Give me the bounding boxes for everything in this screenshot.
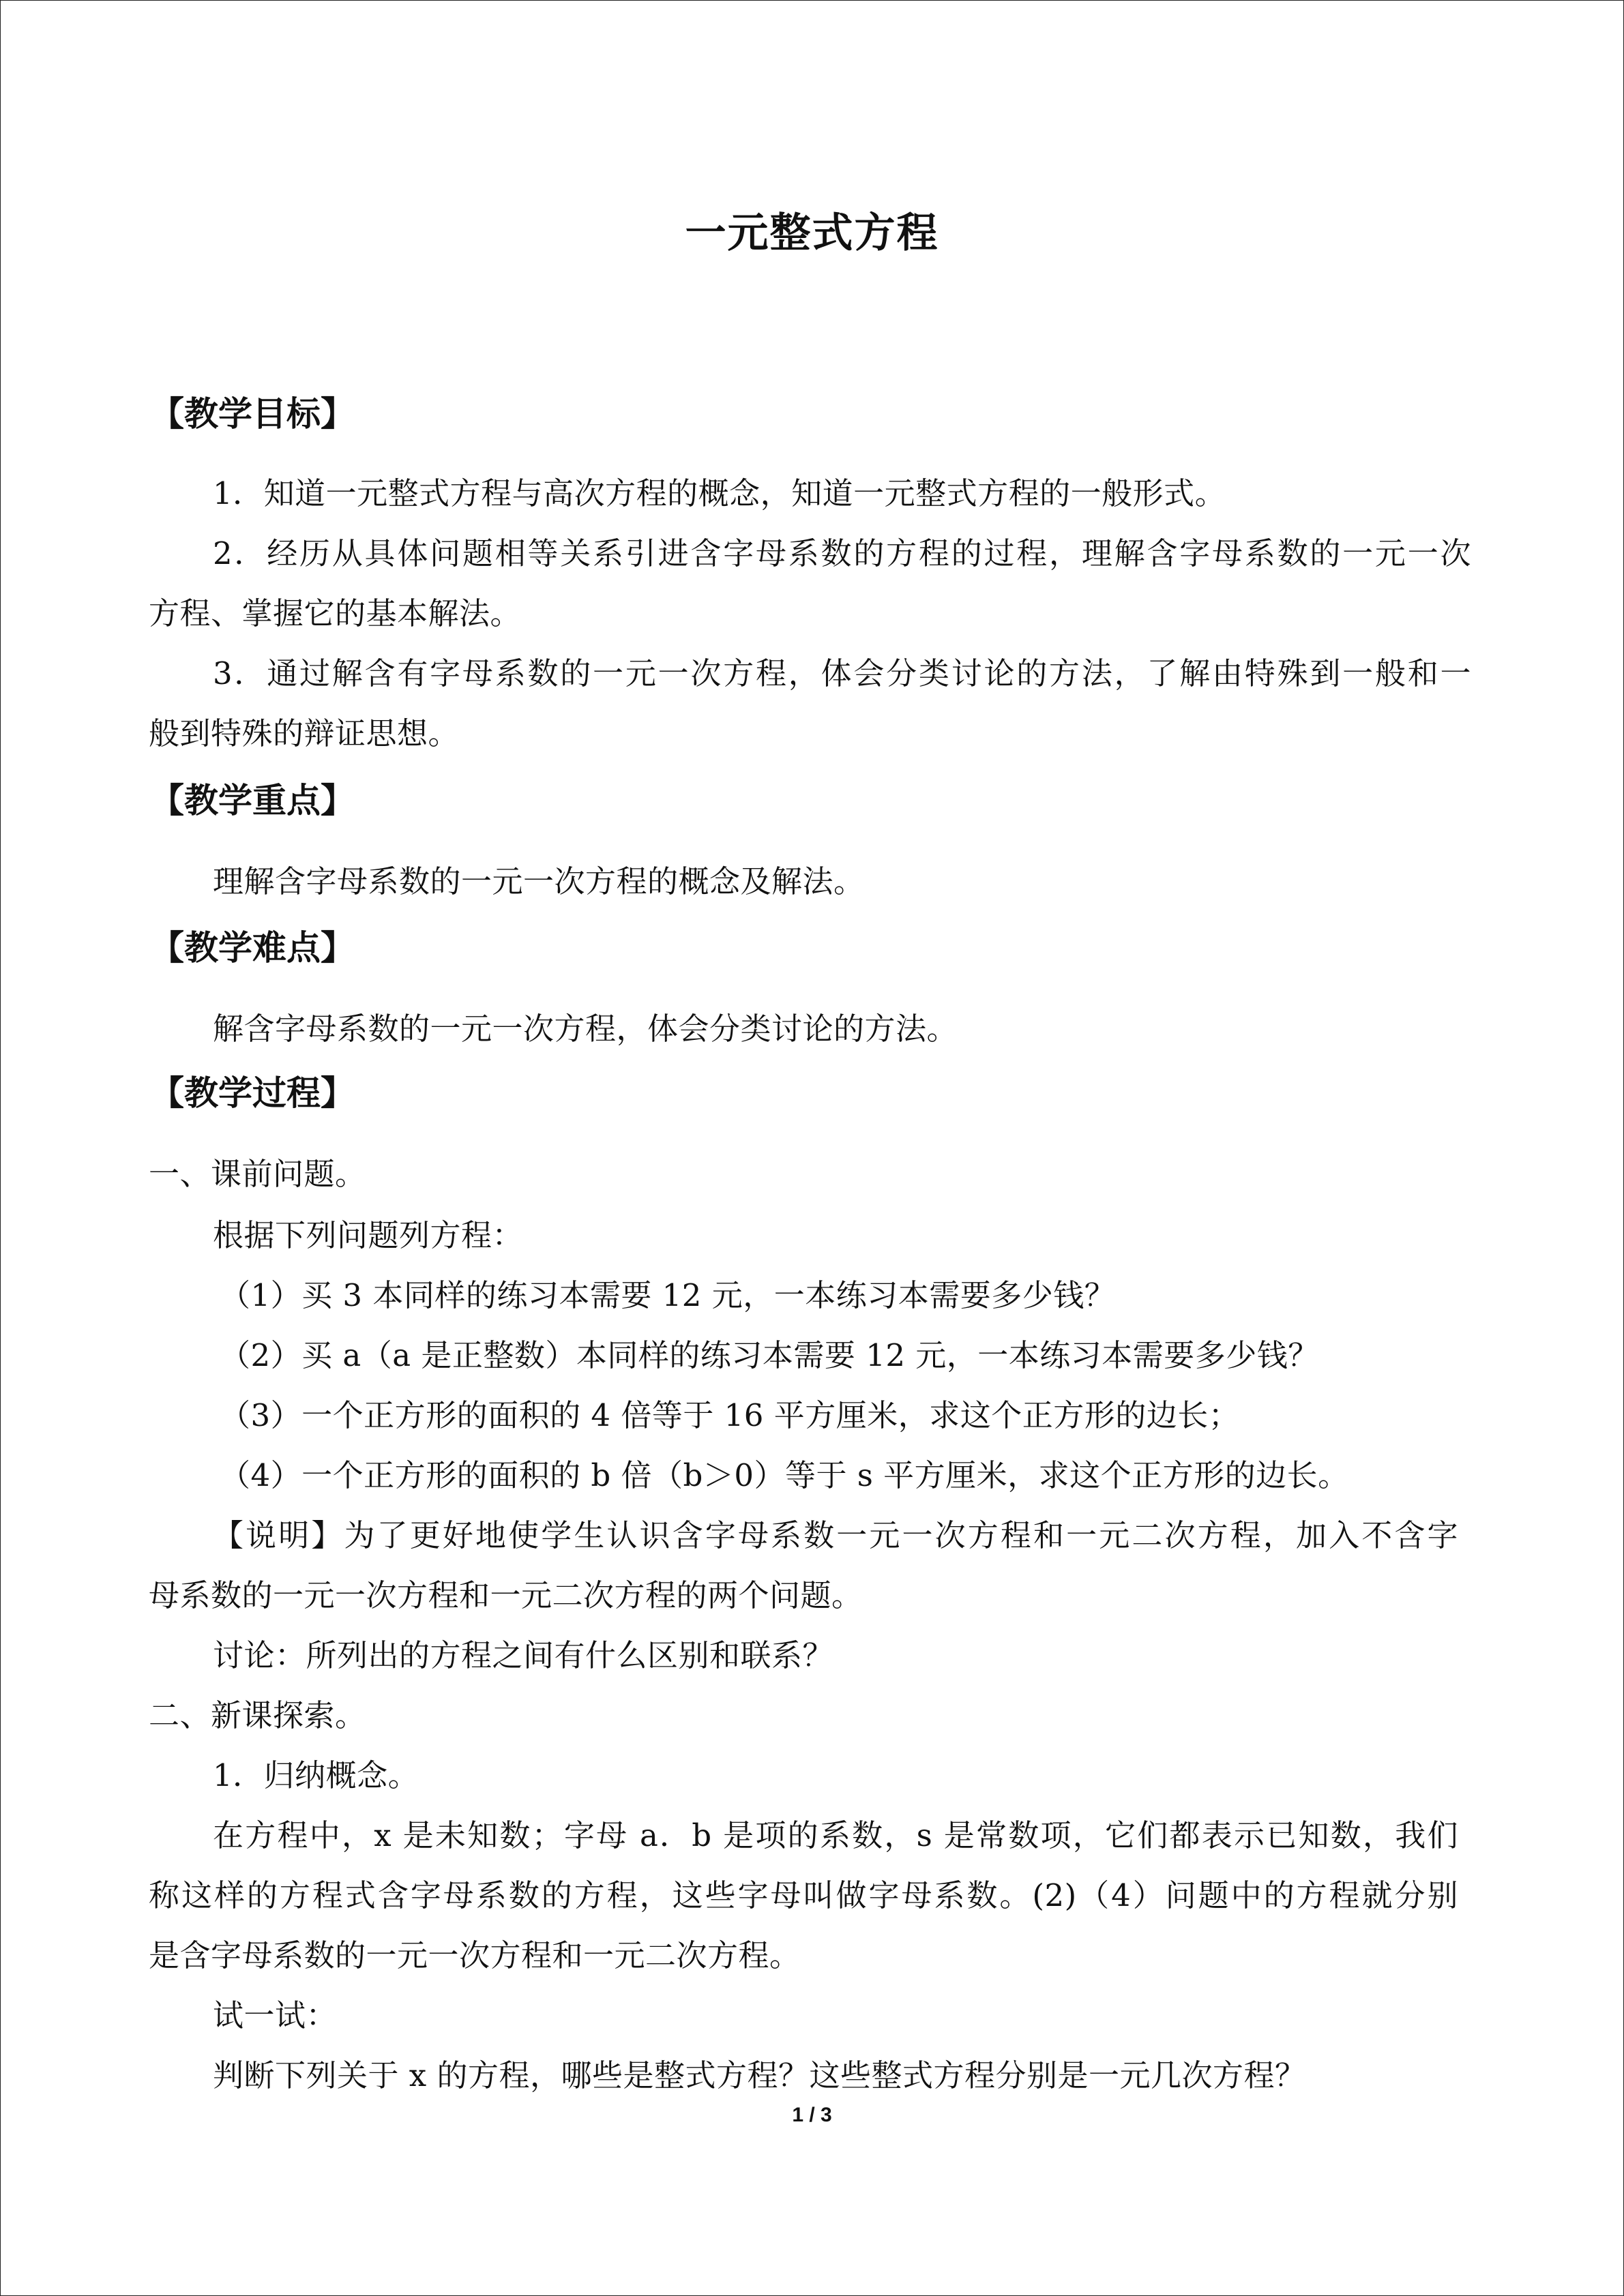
question-4: （4）一个正方形的面积的 b 倍（b＞0）等于 s 平方厘米，求这个正方形的边长。 bbox=[220, 1457, 1349, 1493]
note-line-1: 【说明】为了更好地使学生认识含字母系数一元一次方程和一元二次方程，加入不含字 bbox=[213, 1517, 1458, 1553]
key-points-text: 理解含字母系数的一元一次方程的概念及解法。 bbox=[213, 863, 865, 899]
subsection-1: 1．归纳概念。 bbox=[213, 1757, 419, 1793]
difficulties-text: 解含字母系数的一元一次方程，体会分类讨论的方法。 bbox=[213, 1011, 958, 1047]
page-indicator: 1 / 3 bbox=[792, 2104, 832, 2126]
objective-3-line-2: 般到特殊的辩证思想。 bbox=[149, 715, 460, 751]
concept-line-1: 在方程中，x 是未知数；字母 a．b 是项的系数，s 是常数项，它们都表示已知数，我们 bbox=[213, 1817, 1458, 1853]
question-1: （1）买 3 本同样的练习本需要 12 元，一本练习本需要多少钱？ bbox=[220, 1277, 1116, 1313]
question-3: （3）一个正方形的面积的 4 倍等于 16 平方厘米，求这个正方形的边长； bbox=[220, 1397, 1240, 1433]
heading-key-points: 【教学重点】 bbox=[150, 781, 355, 820]
question-2: （2）买 a（a 是正整数）本同样的练习本需要 12 元，一本练习本需要多少钱？ bbox=[220, 1337, 1319, 1373]
heading-difficulties: 【教学难点】 bbox=[150, 928, 355, 968]
problem-prompt: 根据下列问题列方程： bbox=[213, 1217, 524, 1253]
concept-line-3: 是含字母系数的一元一次方程和一元二次方程。 bbox=[149, 1937, 801, 1973]
section-2-title: 二、新课探索。 bbox=[149, 1697, 366, 1733]
section-1-title: 一、课前问题。 bbox=[149, 1156, 366, 1192]
objective-1: 1．知道一元整式方程与高次方程的概念，知道一元整式方程的一般形式。 bbox=[213, 475, 1226, 511]
discussion: 讨论：所列出的方程之间有什么区别和联系？ bbox=[213, 1637, 834, 1673]
try-it: 试一试： bbox=[213, 1997, 338, 2033]
objective-2-line-2: 方程、掌握它的基本解法。 bbox=[149, 595, 522, 631]
note-line-2: 母系数的一元一次方程和一元二次方程的两个问题。 bbox=[149, 1577, 863, 1613]
concept-line-2: 称这样的方程式含字母系数的方程，这些字母叫做字母系数。(2)（4）问题中的方程就分别 bbox=[149, 1877, 1458, 1913]
objective-3-line-1: 3．通过解含有字母系数的一元一次方程，体会分类讨论的方法，了解由特殊到一般和一 bbox=[213, 655, 1471, 691]
heading-objectives: 【教学目标】 bbox=[150, 394, 355, 434]
judge-question: 判断下列关于 x 的方程，哪些是整式方程？这些整式方程分别是一元几次方程？ bbox=[213, 2057, 1306, 2093]
document-title: 一元整式方程 bbox=[685, 209, 939, 257]
heading-process: 【教学过程】 bbox=[150, 1073, 355, 1113]
objective-2-line-1: 2．经历从具体问题相等关系引进含字母系数的方程的过程，理解含字母系数的一元一次 bbox=[213, 535, 1471, 571]
